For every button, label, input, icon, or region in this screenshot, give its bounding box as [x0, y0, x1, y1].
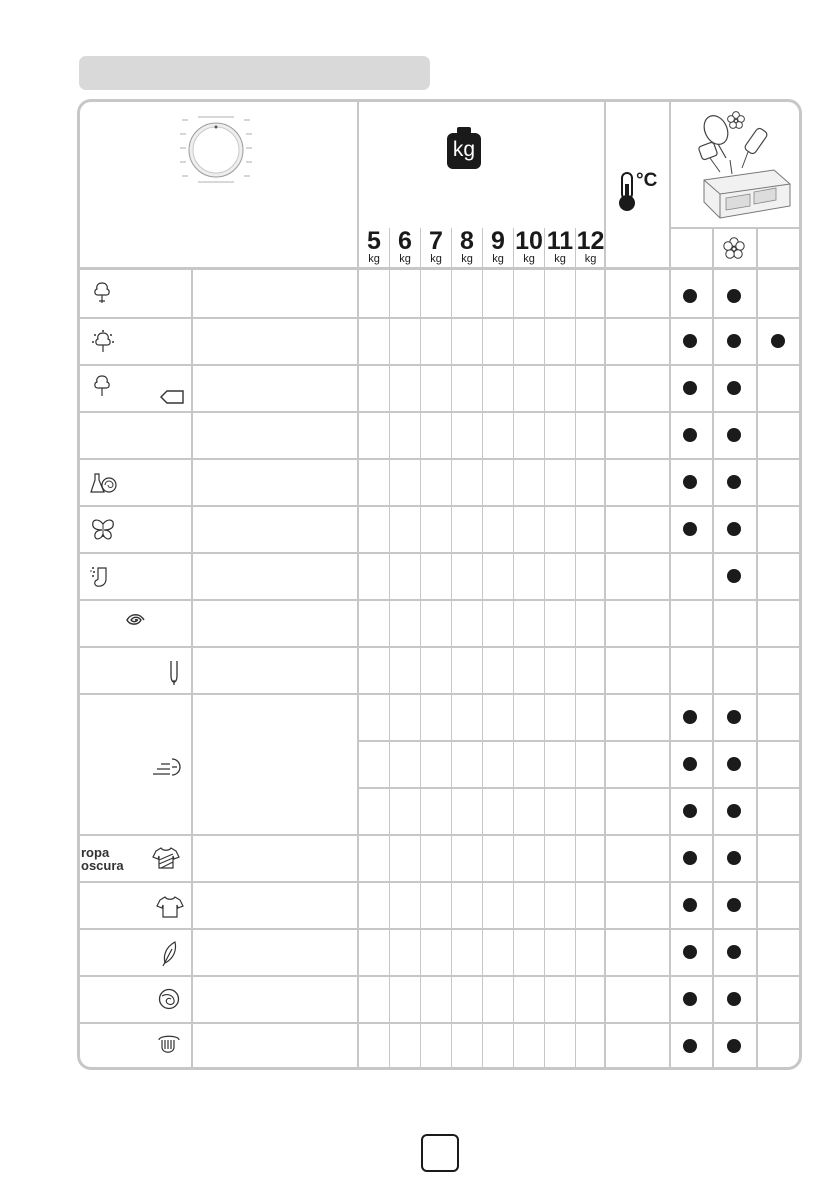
divider: [80, 267, 799, 270]
weight-icon: [447, 127, 481, 169]
feather-icon: [162, 941, 178, 967]
detergent-dot: [727, 475, 741, 489]
detergent-dot: [683, 522, 697, 536]
temperature-label: °C: [636, 170, 658, 191]
row-label-dark-clothes: ropa: [81, 845, 110, 860]
detergent-dot: [771, 334, 785, 348]
divider: [357, 740, 799, 742]
detergent-dot: [683, 475, 697, 489]
hand-wash-sock-icon: [90, 565, 114, 589]
divider: [80, 646, 799, 648]
divider: [80, 599, 799, 601]
divider: [191, 268, 193, 1067]
kg-column-header: 5 kg: [367, 227, 381, 265]
dark-clothes-icon: [152, 846, 180, 870]
kg-column-header: 7 kg: [429, 227, 443, 265]
kg-column-header: 10 kg: [515, 227, 543, 265]
detergent-dot: [727, 381, 741, 395]
detergent-dot: [683, 289, 697, 303]
divider: [80, 317, 799, 319]
detergent-dot: [727, 1039, 741, 1053]
detergent-dot: [683, 992, 697, 1006]
divider: [80, 458, 799, 460]
kg-column-header: 12 kg: [576, 227, 605, 265]
row-label-dark-clothes: oscura: [81, 858, 124, 873]
cotton-icon: [90, 281, 114, 305]
detergent-dot: [727, 898, 741, 912]
divider: [669, 102, 671, 1067]
detergent-dot: [683, 898, 697, 912]
cotton-prewash-icon: [90, 330, 116, 354]
detergent-dot: [727, 522, 741, 536]
divider: [80, 364, 799, 366]
divider: [80, 693, 799, 695]
tag-icon: [160, 390, 184, 404]
divider: [80, 505, 799, 507]
divider: [80, 928, 799, 930]
detergent-dot: [683, 710, 697, 724]
detergent-dot: [683, 851, 697, 865]
detergent-dot: [683, 1039, 697, 1053]
detergent-dot: [727, 569, 741, 583]
detergent-dot: [727, 992, 741, 1006]
detergent-dot: [727, 804, 741, 818]
divider: [80, 834, 799, 836]
hand-wash-icon: [157, 1032, 181, 1056]
detergent-dot: [683, 428, 697, 442]
kg-column-header: 8 kg: [460, 227, 474, 265]
detergent-dot: [683, 334, 697, 348]
detergent-dot: [727, 757, 741, 771]
detergent-dot: [727, 945, 741, 959]
weight-icon-label: kg: [452, 138, 476, 161]
quick-wash-icon: [152, 757, 184, 777]
detergent-dot: [683, 945, 697, 959]
softener-flower-icon: [722, 236, 746, 260]
divider: [80, 881, 799, 883]
divider: [80, 975, 799, 977]
page-number-box: [421, 1134, 459, 1172]
divider: [80, 411, 799, 413]
kg-column-header: 11 kg: [546, 227, 574, 265]
wool-icon: [158, 988, 180, 1010]
detergent-dot: [727, 334, 741, 348]
detergent-dot: [727, 851, 741, 865]
divider: [669, 227, 799, 229]
detergent-dot: [727, 710, 741, 724]
detergent-dot: [683, 381, 697, 395]
mixed-synthetic-icon: [90, 472, 118, 496]
thermometer-icon: [617, 172, 637, 212]
shirt-icon: [156, 895, 184, 919]
divider: [357, 787, 799, 789]
divider: [80, 1022, 799, 1024]
detergent-dot: [683, 804, 697, 818]
section-title-bar: [79, 56, 430, 90]
detergent-drawer-icon: [690, 108, 794, 222]
detergent-dot: [727, 289, 741, 303]
drain-icon: [168, 660, 180, 686]
detergent-dot: [727, 428, 741, 442]
program-dial-icon: [178, 114, 254, 186]
cotton-eco-icon: [90, 374, 114, 398]
divider: [80, 552, 799, 554]
detergent-dot: [683, 757, 697, 771]
kg-column-header: 9 kg: [491, 227, 505, 265]
spin-icon: [124, 609, 146, 631]
delicate-butterfly-icon: [90, 518, 116, 542]
kg-column-header: 6 kg: [398, 227, 412, 265]
